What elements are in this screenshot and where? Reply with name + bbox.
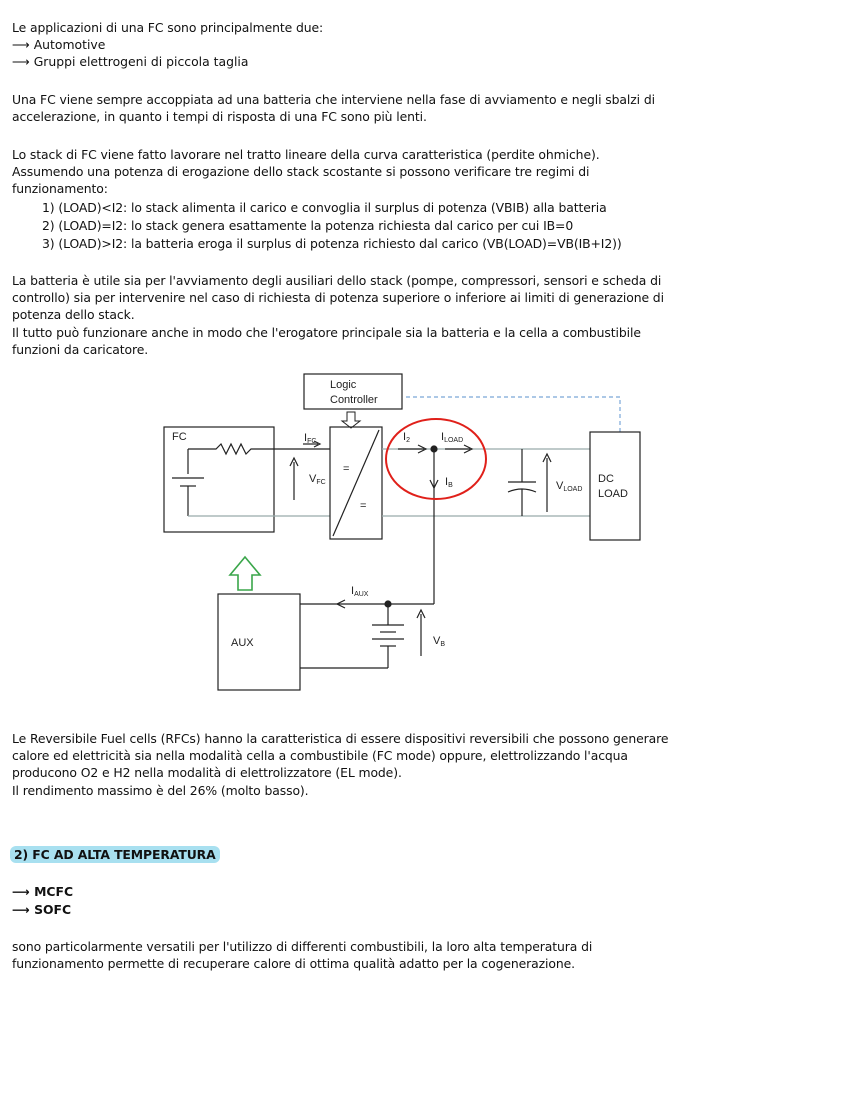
iload-label: ILOAD [441,431,464,444]
list-item: ⟶ Gruppi elettrogeni di piccola taglia [12,54,249,69]
ifc-label: IFC [304,432,317,445]
highlight-circle [386,419,486,499]
ib-label: IB [445,476,453,489]
paragraph-line: funzionamento permette di recuperare calore di ottima qualità adatto per la cogenerazione. [12,956,575,971]
list-item: ⟶ Automotive [12,37,106,52]
paragraph-line: Le Reversibile Fuel cells (RFCs) hanno la caratteristica di essere dispositivi reversibili che possono generare [12,731,669,746]
list-item: 2) (LOAD)=I2: lo stack genera esattamente la potenza richiesta dal carico per cui IB=0 [42,218,574,233]
list-item: ⟶ MCFC [12,884,74,899]
paragraph-line: Lo stack di FC viene fatto lavorare nel tratto lineare della curva caratteristica (perdite ohmiche). [12,147,600,162]
aux-label: AUX [231,637,254,649]
vb-label: VB [433,635,446,648]
dcload-label-1: DC [598,473,614,485]
iaux-label: IAUX [351,585,369,598]
eq-bottom: = [360,500,367,512]
paragraph-line: controllo) sia per intervenire nel caso di richiesta di potenza superiore o inferiore ai limiti di generazione di [12,290,664,305]
paragraph-line: calore ed elettricità sia nella modalità cella a combustibile (FC mode) oppure, elettrolizzando l'acqua [12,748,628,763]
intro-line: Le applicazioni di una FC sono principalmente due: [12,20,324,35]
arrow-right-icon: ⟶ [12,37,34,52]
i2-label: I2 [403,431,410,444]
paragraph-line: accelerazione, in quanto i tempi di risposta di una FC sono più lenti. [12,109,427,124]
arrow-right-icon: ⟶ [12,884,35,899]
paragraph-line: sono particolarmente versatili per l'utilizzo di differenti combustibili, la loro alta temperatura di [12,939,593,954]
up-arrow-icon [230,557,260,590]
arrow-right-icon: ⟶ [12,54,34,69]
logic-label-2: Controller [330,394,378,406]
eq-top: = [343,463,350,475]
down-arrow-icon [342,412,360,428]
paragraph-line: producono O2 e H2 nella modalità di elettrolizzatore (EL mode). [12,765,402,780]
paragraph-line: Una FC viene sempre accoppiata ad una batteria che interviene nella fase di avviamento e negli sbalzi di [12,92,655,107]
paragraph-line: Il tutto può funzionare anche in modo che l'erogatore principale sia la batteria e la cella a combustibile [12,325,641,340]
paragraph-line: funzionamento: [12,181,108,196]
logic-label-1: Logic [330,379,357,391]
dc-load-box [590,432,640,540]
resistor [188,444,330,454]
section-title: 2) FC AD ALTA TEMPERATURA [10,847,220,862]
list-item: ⟶ SOFC [12,902,72,917]
list-item: 1) (LOAD)<I2: lo stack alimenta il carico e convoglia il surplus di potenza (VBIB) alla batteria [42,200,607,215]
arrow-right-icon: ⟶ [12,902,35,917]
vfc-label: VFC [309,473,326,486]
dcload-label-2: LOAD [598,488,628,500]
fc-label: FC [172,431,187,443]
paragraph-line: Assumendo una potenza di erogazione dello stack scostante si possono verificare tre regimi di [12,164,590,179]
list-item: 3) (LOAD)>I2: la batteria eroga il surplus di potenza richiesto dal carico (VB(LOAD)=VB(IB+I2)) [42,236,622,251]
vload-label: VLOAD [556,480,583,493]
paragraph-line: La batteria è utile sia per l'avviamento degli ausiliari dello stack (pompe, compressori, sensori e scheda di [12,273,662,288]
paragraph-line: Il rendimento massimo è del 26% (molto basso). [12,783,309,798]
paragraph-line: potenza dello stack. [12,307,135,322]
feedback-line [406,397,620,432]
paragraph-line: funzioni da caricatore. [12,342,149,357]
